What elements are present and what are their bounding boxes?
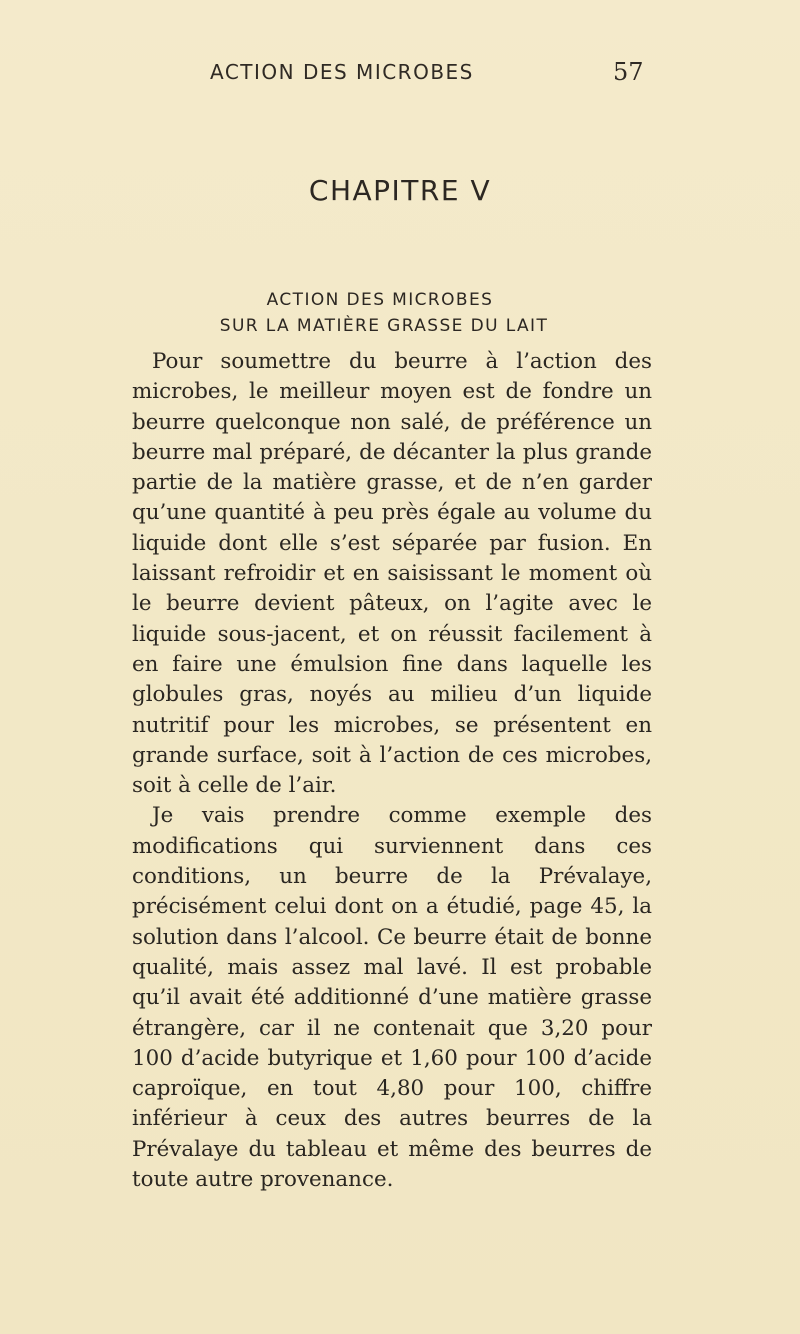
paragraph-2: Je vais prendre comme exemple des modifications qui surviennent dans ces conditions, un beurre de la Prévalaye, précisément celui dont on a étudié, page 45, la solution dans l’alcool. Ce beurre était de bonne qualité, mais assez mal lavé. Il est probable qu’il avait été additionné d’une matière grasse étrangère, car il ne contenait que 3,20 pour 100 d’acide butyrique et 1,60 pour 100 d’acide caproïque, en tout 4,80 pour 100, chiffre inférieur à ceux des autres beurres de la Prévalaye du tableau et même des beurres de toute autre provenance. [132,803,652,1193]
chapter-subtitle-line-1: ACTION DES MICROBES [266,290,494,310]
running-head [0,60,800,90]
paragraph-1: Pour soumettre du beurre à l’action des microbes, le meilleur moyen est de fondre un beurre quelconque non salé, de préférence un beurre mal préparé, de décanter la plus grande partie de la matière grasse, et de n’en garder qu’une quantité à peu près égale au volume du liquide dont elle s’est séparée par fusion. En laissant refroidir et en saisissant le moment où le beurre devient pâteux, on l’agite avec le liquide sous-jacent, et on réussit facilement à en faire une émulsion fine dans laquelle les globules gras, noyés au milieu d’un liquide nutritif pour les microbes, se présentent en grande surface, soit à l’action de ces microbes, soit à celle de l’air. [132,349,652,799]
body-text [132,347,652,1195]
page-number: 57 [613,58,644,86]
chapter-title: CHAPITRE V [308,174,492,207]
running-title: ACTION DES MICROBES [210,60,474,84]
chapter-subtitle-line-2: SUR LA MATIÈRE GRASSE DU LAIT [219,316,549,336]
